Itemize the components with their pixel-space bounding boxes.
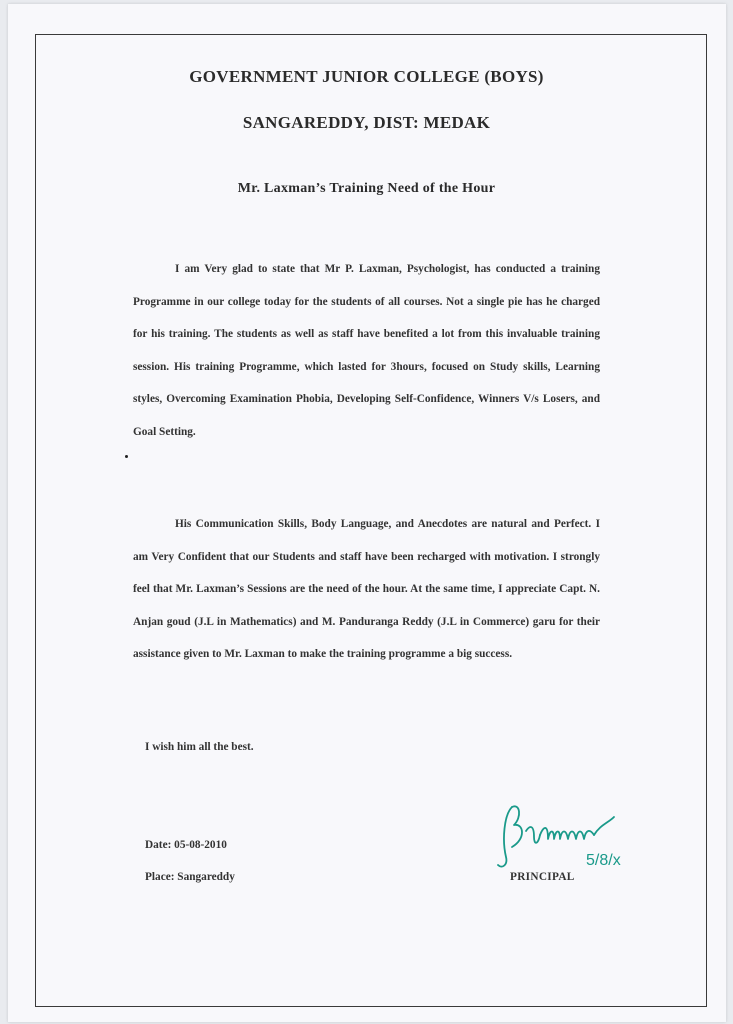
- body-paragraph-2: His Communication Skills, Body Language, and Anecdotes are natural and Perfect. I am Very Confident that our Students and staff have been recharged with motivation. I strongly feel that Mr. Laxman’s Sessions are the need of the hour. At the same time, I appreciate Capt. N. Anjan goud (J.L in Mathematics) and M. Panduranga Reddy (J.L in Commerce) garu for their assistance given to Mr. Laxman to make the training programme a big success.: [133, 518, 600, 660]
- signature-stroke: [512, 806, 522, 847]
- letter-date: Date: 05-08-2010: [145, 839, 227, 851]
- signature-stroke: [526, 827, 540, 843]
- letter-subject: Mr. Laxman’s Training Need of the Hour: [237, 181, 496, 196]
- signature-stroke: [498, 807, 512, 867]
- letter-place: Place: Sangareddy: [145, 871, 235, 883]
- signatory-title: PRINCIPAL: [510, 871, 575, 883]
- location-heading: SANGAREDDY, DIST: MEDAK: [242, 113, 491, 132]
- closing-line: I wish him all the best.: [145, 741, 254, 753]
- signature-stroke: [540, 828, 594, 839]
- institution-heading: GOVERNMENT JUNIOR COLLEGE (BOYS): [189, 67, 544, 86]
- signature-date: 5/8/x: [586, 852, 621, 869]
- ink-speck: [125, 455, 128, 458]
- signature-stroke: [594, 817, 614, 835]
- body-paragraph-1: I am Very glad to state that Mr P. Laxman, Psychologist, has conducted a training Programme in our college today for the students of all courses. Not a single pie has he charged for his training. The students as well as staff have benefited a lot from this invaluable training session. His training Programme, which lasted for 3hours, focused on Study skills, Learning styles, Overcoming Examination Phobia, Developing Self-Confidence, Winners V/s Losers, and Goal Setting.: [133, 263, 600, 438]
